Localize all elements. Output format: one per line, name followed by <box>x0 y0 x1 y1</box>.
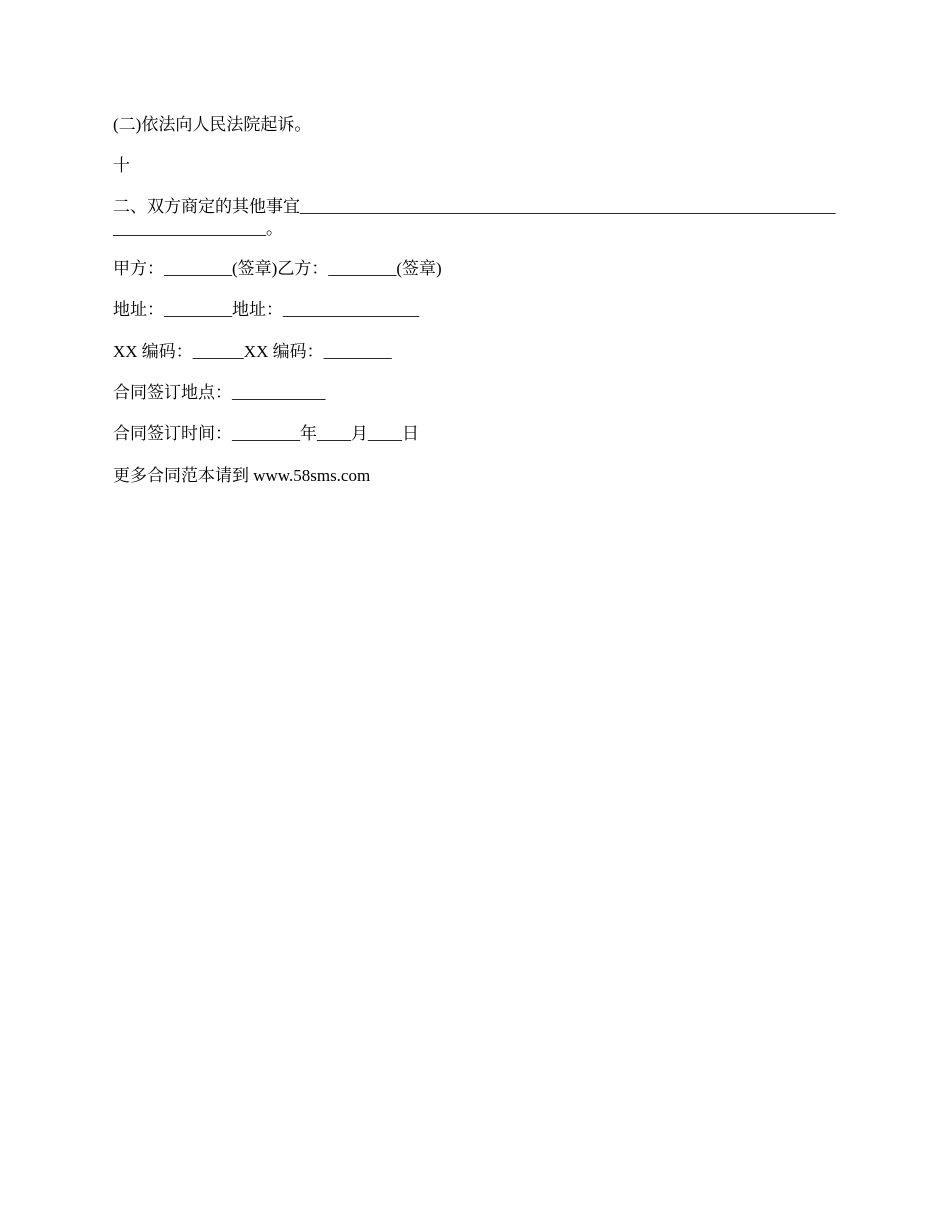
more-templates-link-text: 更多合同范本请到 www.58sms.com <box>113 466 371 485</box>
signing-date-line: 合同签订时间：________年____月____日 <box>113 424 419 443</box>
clause-lawsuit: (二)依法向人民法院起诉。 <box>113 115 312 134</box>
address-line: 地址：________地址：________________ <box>113 300 419 319</box>
clause-other-matters: 二、双方商定的其他事宜_________________________________________________________________________________。 <box>113 197 836 238</box>
postal-code-line: XX 编码：______XX 编码：________ <box>113 342 392 361</box>
section-number-ten: 十 <box>113 156 130 175</box>
party-signature-line: 甲方：________(签章)乙方：________(签章) <box>113 259 442 278</box>
signing-place-line: 合同签订地点：___________ <box>113 383 326 402</box>
